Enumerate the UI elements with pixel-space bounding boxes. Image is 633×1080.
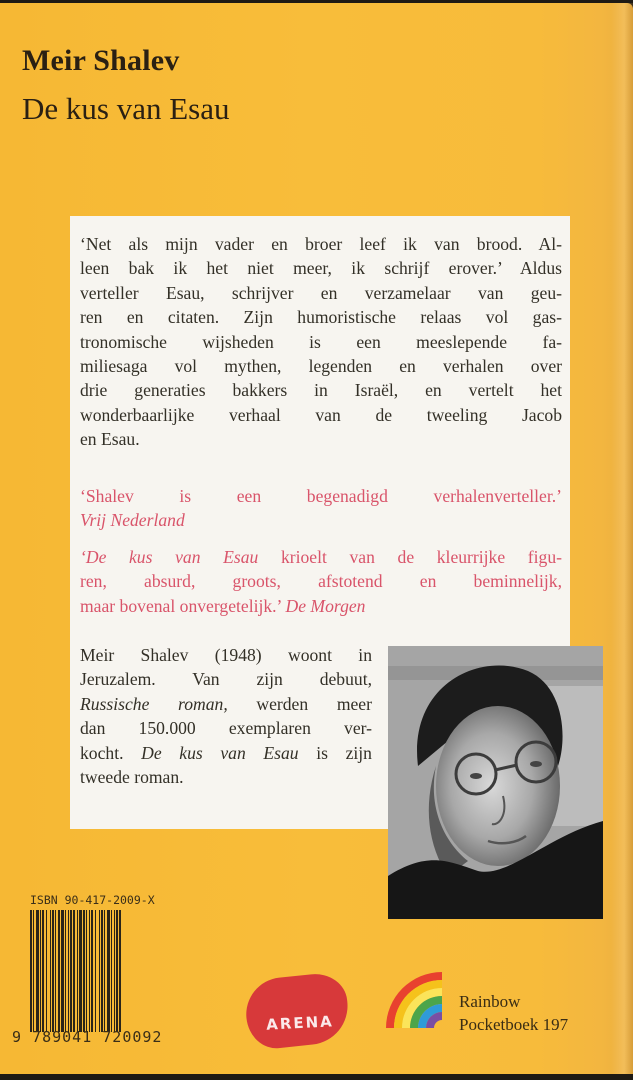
review-text: maar bovenal onvergetelijk.’ [80,595,286,616]
blurb-line: drie generaties bakkers in Israël, en vertelt het [80,380,562,401]
blurb-line: en Esau. [80,429,140,450]
review-source: De Morgen [285,595,366,616]
author-photo [388,646,603,919]
book-title-ref: De kus van Esau [141,742,299,763]
review-text: ren, absurd, groots, afstotend en beminnelijk, [80,571,562,592]
blurb-line: ren en citaten. Zijn humoristische relaas vol gas- [80,307,562,328]
author-bio: Meir Shalev (1948) woont in Jeruzalem. Van zijn debuut, Russische roman, werden meer dan 150.000 exemplaren ver- kocht. De kus van Esau is zijn tweede roman. [80,643,372,789]
barcode [30,910,192,1032]
author-name: Meir Shalev [22,44,180,77]
isbn-label: ISBN 90-417-2009-X [30,893,155,907]
barcode-digits: 9 789041 720092 [12,1028,163,1046]
review-quote-2 [80,545,562,618]
series-number: Pocketboek 197 [459,1015,569,1034]
review-book-title: ‘De kus van Esau [80,547,259,567]
blurb-line: miliesaga vol mythen, legenden en verhalen over [80,356,562,377]
rainbow-icon [384,970,444,1028]
series-name: Rainbow [459,992,521,1011]
blurb-line: tronomische wijsheden is een meeslepende fa- [80,331,562,352]
review-text: krioelt van de kleurrijke figu- [258,547,562,567]
blurb-line: leen bak ik het niet meer, ik schrijf erover.’ Aldus [80,258,562,279]
blurb-line: verteller Esau, schrijver en verzamelaar van geu- [80,282,562,303]
review-source: Vrij Nederland [80,510,185,531]
blurb-line: ‘Net als mijn vader en broer leef ik van brood. Al- [80,234,562,254]
book-title: De kus van Esau [22,91,230,126]
bio-line: Meir Shalev (1948) woont in [80,645,372,665]
bio-line: Jeruzalem. Van zijn debuut, [80,669,372,690]
bio-line: dan 150.000 exemplaren ver- [80,718,372,739]
portrait-illustration [388,646,603,919]
bio-line: tweede roman. [80,767,184,788]
review-quote-1 [80,484,562,533]
arena-logo-text: ARENA [265,1012,335,1034]
blurb-line: wonderbaarlijke verhaal van de tweeling Jacob [80,404,562,425]
review-text: ‘Shalev is een begenadigd verhalenverteller.’ [80,486,562,506]
debut-title: Russische roman, [80,693,228,714]
blurb-text [80,232,562,452]
